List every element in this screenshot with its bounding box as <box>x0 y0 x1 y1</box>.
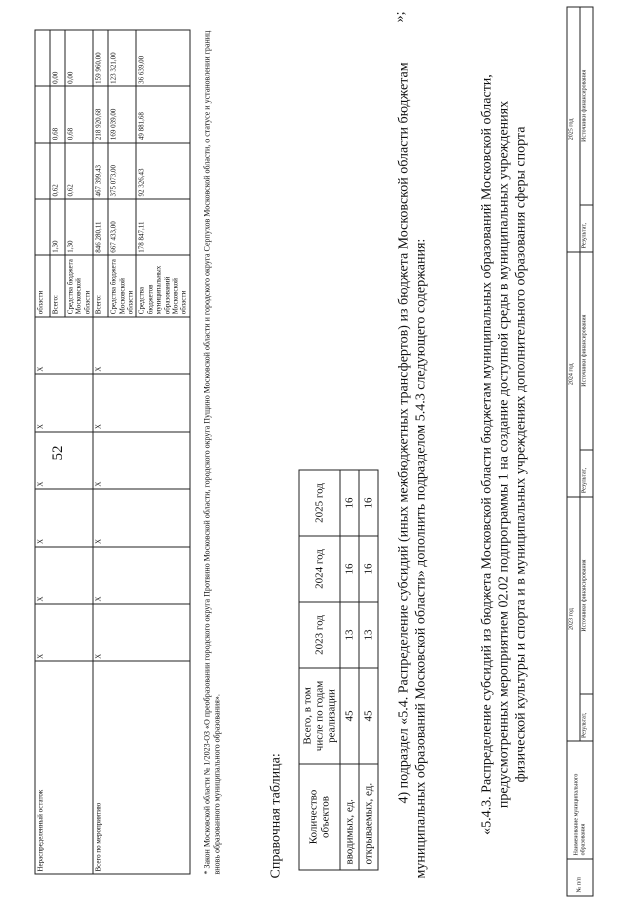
value-cell: 169 039,00 <box>108 86 136 142</box>
mark-cell: X <box>93 432 190 489</box>
row-name: Нераспределенный остаток <box>35 661 93 874</box>
source-cell: Всего: <box>93 255 108 316</box>
mark-cell: X <box>93 604 190 661</box>
value-cell <box>35 199 50 255</box>
cell: 13 <box>340 602 359 668</box>
reference-table <box>299 470 379 871</box>
reference-table-title: Справочная таблица: <box>268 753 284 879</box>
year-header: 2024 год <box>567 252 580 497</box>
table-row <box>93 30 108 874</box>
value-cell: 0,62 <box>65 143 93 199</box>
value-cell: 0,62 <box>50 143 65 199</box>
value-cell: 0,68 <box>50 86 65 142</box>
value-cell: 92 326,43 <box>136 143 189 199</box>
source-cell: Средства бюджетов муниципальных образований Московской области <box>136 255 189 316</box>
sub-result: Результат, <box>580 205 593 252</box>
col-number: № п/п <box>567 859 593 896</box>
col-municipality: Наименование муниципального образования <box>567 741 593 858</box>
value-cell <box>35 86 50 142</box>
cell: 13 <box>359 602 378 668</box>
header-row <box>567 7 580 896</box>
value-cell: 49 881,68 <box>136 86 189 142</box>
sub-source: Источники финансирования <box>580 252 593 450</box>
rotated-page-content <box>1 0 640 905</box>
value-cell: 0,00 <box>65 30 93 86</box>
value-cell: 1,30 <box>65 199 93 255</box>
value-cell: 218 920,68 <box>93 86 108 142</box>
mark-cell: X <box>35 547 93 604</box>
row-label: открываемых, ед. <box>359 764 378 870</box>
mark-cell: X <box>35 317 93 374</box>
mark-cell: X <box>35 604 93 661</box>
sub-source: Источники финансирования <box>580 497 593 695</box>
header-cell: 2024 год <box>299 536 340 602</box>
source-cell: Всего: <box>50 255 65 316</box>
cell: 16 <box>359 470 378 536</box>
cell: 16 <box>340 470 359 536</box>
cell: 45 <box>359 668 378 764</box>
value-cell <box>35 30 50 86</box>
row-label: вводимых, ед. <box>340 764 359 870</box>
amendment-paragraph: 4) подраздел «5.4. Распределение субсидий (иных межбюджетных трансфертов) из бюджета Московской области бюджетам муниципальных образований Московской области» дополнить подразделом 5.4.3 следующего содержания: <box>396 62 429 879</box>
value-cell: 375 073,00 <box>108 143 136 199</box>
header-cell: Всего, в том числе по годам реализации <box>299 668 340 764</box>
mark-cell: X <box>35 374 93 431</box>
mark-cell: X <box>93 374 190 431</box>
closing-quote: »; <box>392 11 408 23</box>
value-cell: 0,68 <box>65 86 93 142</box>
mark-cell: X <box>35 432 93 489</box>
value-cell: 178 847,11 <box>136 199 189 255</box>
value-cell: 159 960,00 <box>93 30 108 86</box>
cell: 16 <box>340 536 359 602</box>
mark-cell: X <box>35 489 93 546</box>
year-header: 2025 год <box>567 7 580 252</box>
mark-cell: X <box>93 489 190 546</box>
sub-source: Источники финансирования <box>580 7 593 205</box>
page-number: 52 <box>50 445 66 461</box>
source-cell: Средства бюджета Московской области <box>65 255 93 316</box>
header-cell: 2025 год <box>299 470 340 536</box>
table-row <box>340 470 359 870</box>
row-name: Всего по мероприятию <box>93 661 190 874</box>
section-heading: «5.4.3. Распределение субсидий из бюджета Московской области бюджетам муниципальных образований Московской области, предусмотренных мероприятием 02.02 подпрограммы 1 на создание доступной среды в муниципальных учреждениях физической культуры и спорта и в муниципальных учреждениях дополнительного образования сферы спорта <box>479 74 529 835</box>
value-cell: 123 321,00 <box>108 30 136 86</box>
cell: 45 <box>340 668 359 764</box>
value-cell: 0,00 <box>50 30 65 86</box>
cell: 16 <box>359 536 378 602</box>
mark-cell: X <box>93 547 190 604</box>
source-cell: Средства бюджета Московской области <box>108 255 136 316</box>
footnote: * Закон Московской области № 1/2023-ОЗ «О преобразовании городского округа Протвино Московской области, городского округа Пущино Московской области и городского округа Серпухов Московской области, о статусе и установлении границ вновь образованного муниципального образования». <box>202 30 222 875</box>
funding-table <box>35 30 191 875</box>
sub-result: Результат, <box>580 694 593 741</box>
value-cell: 467 399,43 <box>93 143 108 199</box>
value-cell: 1,30 <box>50 199 65 255</box>
value-cell <box>35 143 50 199</box>
year-header: 2023 год <box>567 497 580 742</box>
table-row <box>35 30 50 874</box>
value-cell: 846 280,11 <box>93 199 108 255</box>
source-cell: области <box>35 255 50 316</box>
distribution-table-header <box>567 7 594 897</box>
header-cell: Количество объектов <box>299 764 340 870</box>
header-cell: 2023 год <box>299 602 340 668</box>
value-cell: 36 639,00 <box>136 30 189 86</box>
sub-result: Результат, <box>580 450 593 497</box>
reference-table-header <box>299 470 340 870</box>
value-cell: 667 433,00 <box>108 199 136 255</box>
mark-cell: X <box>93 317 190 374</box>
table-row <box>359 470 378 870</box>
